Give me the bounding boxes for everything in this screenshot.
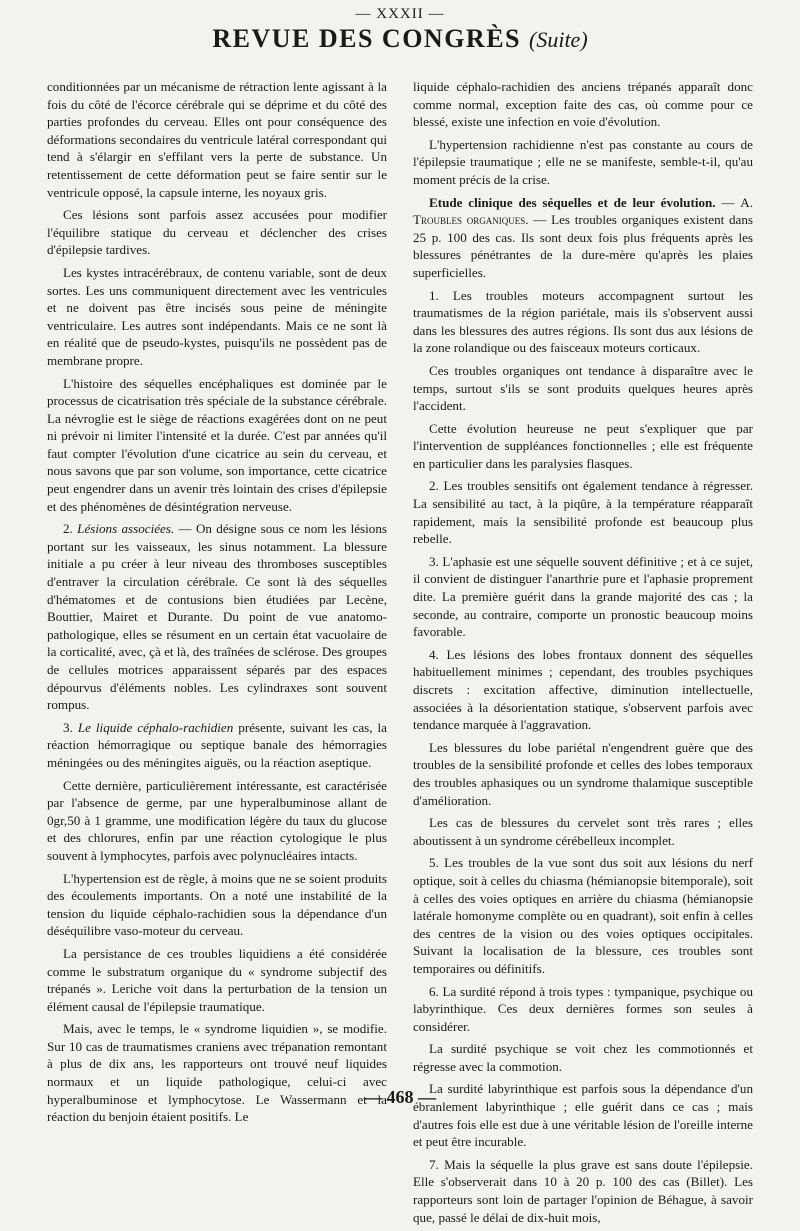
paragraph: L'histoire des séquelles encéphaliques est dominée par le processus de cicatrisation très spéciale de la substance cérébrale. La névroglie est le siège de réactions exagérées dont on ne peut ni prévoir ni limiter l'intensité et la durée. C'est par années qu'il faut compter l'évolution d'une cicatrice au sein du cerveau, et nous savons que par son volume, son importance, cette cicatrice peut engendrer dans un avenir très lointain des crises d'épilepsie et des phénomènes de désintégration nerveuse. [47,375,387,514]
paragraph: 3. L'aphasie est une séquelle souvent définitive ; et à ce sujet, il convient de distinguer l'anarthrie pure et l'aphasie proprement dite. La première guérit dans la grande majorité des cas ; la seconde, au contraire, comporte un pronostic beaucoup moins favorable. [413,553,753,640]
roman-page-number: — XXXII — [355,6,445,22]
item-text: — On désigne sous ce nom les lésions portant sur les vaisseaux, les sinus notamment. La blessure initiale a pu créer à leur niveau des thromboses susceptibles d'entraver la circulation cérébrale. Ce sont là des séquelles d'hématomes et de contusions bien étudiées par Lecène, Bouttier, Mairet et Durante. Du point de vue anatomo-pathologique, elles se résument en un certain état vacuolaire de la corticalité, avec, çà et là, des traînées de sclérose. Des groupes de cellules motrices apparaissent séparés par des espaces dépourvus d'éléments nobles. Les cylindraxes sont souvent rompus. [47,521,387,713]
paragraph: 6. La surdité répond à trois types : tympanique, psychique ou labyrinthique. Ces deux dernières formes son seules à considérer. [413,983,753,1034]
page-title [0,24,800,54]
paragraph: 1. Les troubles moteurs accompagnent surtout les traumatismes de la région pariétale, mais ils s'observent aussi dans les blessures des autres régions. Ils sont dus aux lésions de la zone rolandique ou des faisceaux moteurs corticaux. [413,287,753,356]
paragraph: Cette dernière, particulièrement intéressante, est caractérisée par l'absence de germe, par une hyperalbuminose allant de 0gr,50 à 1 gramme, une modification légère du taux du glucose et des chlorures, enfin par une réaction cytologique le plus souvent à lymphocytes, parfois avec polynucléaires intacts. [47,777,387,863]
paragraph: Cette évolution heureuse ne peut s'expliquer que par l'intervention de suppléances fonctionnelles ; elle est fréquente en particulier dans les paralysies flasques. [413,420,753,471]
page-folio: — 468 — [364,1087,436,1107]
paragraph: conditionnées par un mécanisme de rétraction lente agissant à la fois du côté de l'écorce cérébrale qui se déprime et du côté des parties profondes du cerveau. Elles ont pour conséquence des déformations secondaires du ventricule latéral correspondant qui tend à s'élargir en s'effilant vers la perte de substance. Un retentissement de cette déformation peut se faire sentir sur le ventricule opposé, la capsule interne, les noyaux gris. [47,79,387,200]
paragraph: Mais, avec le temps, le « syndrome liquidien », se modifie. Sur 10 cas de traumatismes craniens avec trépanation remontant à plus de dix ans, les rapporteurs ont trouvé neuf liquides normaux et un liquide pathologique, celui-ci avec hyperalbuminose et lymphocytose. Le Wassermann et la réaction du benjoin étaient positifs. Le [47,1021,387,1125]
paragraph: Ces troubles organiques ont tendance à disparaître avec le temps, surtout s'ils se sont produits quelques heures après l'accident. [413,362,753,414]
left-column [47,78,387,1131]
section-heading: Etude clinique des séquelles et de leur évolution. [429,194,716,210]
item-number: 3. [63,719,73,735]
paragraph: Ces lésions sont parfois assez accusées pour modifier l'équilibre statique du cerveau et déclencher des crises d'épilepsie tardives. [47,207,387,258]
paragraph: 7. Mais la séquelle la plus grave est sans doute l'épilepsie. Elle s'observerait dans 10 à 20 p. 100 des cas (Billet). Les rapporteurs sont loin de partager l'opinion de Béhague, à savoir que, passé le délai de dix-huit mois, [413,1156,753,1225]
paragraph: La surdité labyrinthique est parfois sous la dépendance d'un ébranlement labyrinthique ; elle guérit dans ce cas ; mais d'autres fois elle est due à une véritable lésion de l'oreille interne et peut être incurable. [413,1081,753,1150]
item-text: — Les troubles organiques existent dans 25 p. 100 des cas. Ils sont deux fois plus fréquents après les blessures pénétrantes de la dure-mère qu'après les plaies superficielles. [413,212,753,280]
right-column [413,78,753,1231]
paragraph: Les cas de blessures du cervelet sont très rares ; elles aboutissent à un syndrome cérébelleux incomplet. [413,815,753,848]
paragraph-lesions-associees [47,520,387,714]
item-heading: Lésions associées. [77,521,175,537]
paragraph: L'hypertension est de règle, à moins que ne se soient produits des écoulements importants. On a noté une instabilité de la tension du liquide céphalo-rachidien sous la dépendance d'un déséquilibre vaso-moteur du cerveau. [47,870,387,939]
dash: — [721,194,735,210]
title-suite: (Suite) [529,27,588,52]
paragraph-liquide [47,719,387,772]
paragraph: La surdité psychique se voit chez les commotionnés et régresse avec la commotion. [413,1041,753,1074]
paragraph: Les blessures du lobe pariétal n'engendrent guère que des troubles de la sensibilité profonde et celles des lobes temporaux des troubles aphasiques ou un syndrome thalamique susceptible d'amélioration. [413,739,753,808]
subsection-heading: A. Troubles organiques. [413,194,753,228]
paragraph: 4. Les lésions des lobes frontaux donnent des séquelles habituellement minimes ; cependant, des troubles psychiques discrets : excitation affective, diminution intellectuelle, associées à la désorientation statique, s'observent parfois avec tendance marquée à l'aggravation. [413,646,753,733]
section-heading-paragraph [413,194,753,282]
paragraph: 5. Les troubles de la vue sont dus soit aux lésions du nerf optique, soit à celles du chiasma (hémianopsie bitemporale), soit à celles des voies optiques en arrière du chiasma (hémianopsie latérale homonyme complète ou en quadrant), soit enfin à celles des centres de la vision ou des voies optiques occipitales. Suivant la localisation de la blessure, ces troubles sont temporaires ou définitifs. [413,855,753,976]
item-heading: Le liquide céphalo-rachidien [77,719,234,735]
paragraph: La persistance de ces troubles liquidiens a été considérée comme le substratum organique du « syndrome subjectif des trépanés ». Leriche voit dans la perturbation de la tension un élément causal de l'épilepsie traumatique. [47,945,387,1014]
item-text: présente, suivant les cas, la réaction hémorragique ou septique banale des hémorragies méningées ou des méningites aiguës, ou la réaction aseptique. [47,719,387,770]
paragraph: liquide céphalo-rachidien des anciens trépanés apparaît donc comme normal, exception faite des cas, où comme pour ce blessé, existe une infection en voie d'évolution. [413,79,753,130]
title-text: REVUE DES CONGRÈS [212,24,521,53]
paragraph: 2. Les troubles sensitifs ont également tendance à régresser. La sensibilité au tact, à la piqûre, à la température réapparaît rapidement, mais la sensibilité profonde est beaucoup plus rebelle. [413,478,753,547]
paragraph: Les kystes intracérébraux, de contenu variable, sont de deux sortes. Les uns communiquent directement avec les ventricules et ne doivent pas être incisés sous peine de méningite ventriculaire. Les autres sont indépendants. Mais ce ne sont là en réalité que de pseudo-kystes, puisqu'ils ne possèdent pas de membrane propre. [47,264,387,368]
paragraph: L'hypertension rachidienne n'est pas constante au cours de l'épilepsie traumatique ; elle ne se manifeste, semble-t-il, qu'au moment précis de la crise. [413,136,753,187]
item-number: 2. [63,521,73,537]
